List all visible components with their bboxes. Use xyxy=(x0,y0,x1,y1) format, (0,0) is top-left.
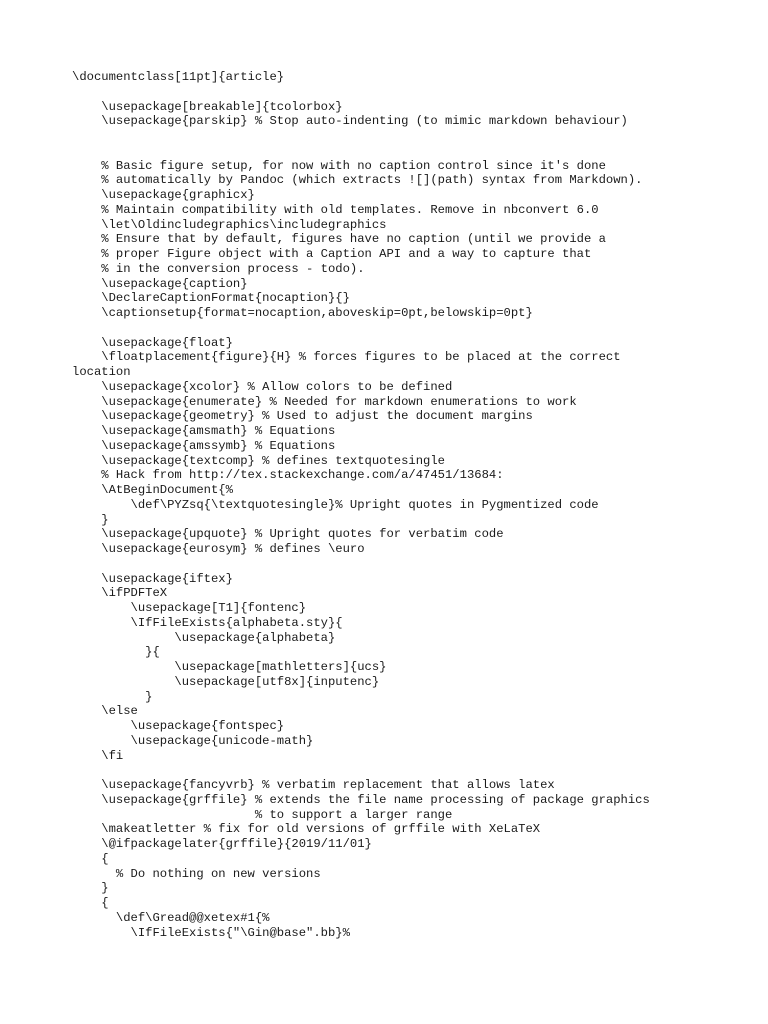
code-line xyxy=(72,557,650,572)
code-line: % in the conversion process - todo). xyxy=(72,261,365,276)
code-line: \IfFileExists{"\Gin@base".bb}% xyxy=(72,925,350,940)
code-line: { xyxy=(72,896,109,910)
code-line: % proper Figure object with a Caption API and a way to capture that xyxy=(72,247,592,261)
code-line xyxy=(72,85,650,100)
code-line: { xyxy=(72,851,109,866)
code-line: \usepackage{caption} xyxy=(72,276,248,291)
code-line: \def\PYZsq{\textquotesingle}% Upright quotes in Pygmentized code xyxy=(72,497,599,512)
code-line: \usepackage{float} xyxy=(72,335,233,350)
code-line: \usepackage{textcomp} % defines textquotesingle xyxy=(72,453,445,468)
code-line: \let\Oldincludegraphics\includegraphics xyxy=(72,217,387,232)
code-line: \usepackage{enumerate} % Needed for markdown enumerations to work xyxy=(72,394,577,409)
code-line: % Ensure that by default, figures have no caption (until we provide a xyxy=(72,232,606,247)
code-line: \usepackage{graphicx} xyxy=(72,188,255,202)
code-line: \else xyxy=(72,704,138,719)
code-line: % Do nothing on new versions xyxy=(72,866,321,881)
code-line: \floatplacement{figure}{H} % forces figures to be placed at the correct xyxy=(72,350,621,365)
code-line: \AtBeginDocument{% xyxy=(72,483,233,497)
code-line: \usepackage[breakable]{tcolorbox} xyxy=(72,99,343,114)
code-line: \usepackage[mathletters]{ucs} xyxy=(72,660,387,674)
code-line: \usepackage{amsmath} % Equations xyxy=(72,424,336,438)
code-line: % Hack from http://tex.stackexchange.com/a/47451/13684: xyxy=(72,468,504,483)
code-line: \makeatletter % fix for old versions of grffile with XeLaTeX xyxy=(72,822,541,837)
code-line: \usepackage{amssymb} % Equations xyxy=(72,438,336,453)
code-line: } xyxy=(72,881,109,896)
code-line xyxy=(72,144,650,159)
code-line: }{ xyxy=(72,645,160,660)
code-line: \usepackage{unicode-math} xyxy=(72,733,314,748)
code-line: \usepackage{geometry} % Used to adjust the document margins xyxy=(72,409,533,424)
code-line: % Maintain compatibility with old templates. Remove in nbconvert 6.0 xyxy=(72,202,599,217)
code-line: \@ifpackagelater{grffile}{2019/11/01} xyxy=(72,837,372,851)
code-line: \usepackage{upquote} % Upright quotes for verbatim code xyxy=(72,527,504,542)
code-line: \usepackage{eurosym} % defines \euro xyxy=(72,542,365,556)
code-line xyxy=(72,129,650,144)
code-line: \ifPDFTeX xyxy=(72,586,168,601)
code-line: \documentclass[11pt]{article} xyxy=(72,70,285,84)
code-line: \IfFileExists{alphabeta.sty}{ xyxy=(72,615,343,630)
code-line: \usepackage[T1]{fontenc} xyxy=(72,601,307,615)
code-line: \captionsetup{format=nocaption,aboveskip=0pt,belowskip=0pt} xyxy=(72,306,533,320)
code-line: % automatically by Pandoc (which extracts ![](path) syntax from Markdown). xyxy=(72,173,643,188)
code-line: } xyxy=(72,512,109,527)
code-line: % Basic figure setup, for now with no caption control since it's done xyxy=(72,158,606,173)
code-line: \def\Gread@@xetex#1{% xyxy=(72,910,270,925)
code-line: \usepackage{alphabeta} xyxy=(72,630,336,645)
code-line: \usepackage[utf8x]{inputenc} xyxy=(72,674,380,689)
code-line: \usepackage{iftex} xyxy=(72,571,233,586)
code-line: \fi xyxy=(72,748,124,763)
code-line xyxy=(72,321,650,336)
code-line: \usepackage{fontspec} xyxy=(72,719,285,733)
code-line: \usepackage{grffile} % extends the file name processing of package graphics xyxy=(72,792,650,807)
code-line: \DeclareCaptionFormat{nocaption}{} xyxy=(72,291,350,306)
code-line: } xyxy=(72,689,153,704)
code-line: location xyxy=(72,365,131,379)
code-line xyxy=(72,763,650,778)
code-line: \usepackage{parskip} % Stop auto-indenting (to mimic markdown behaviour) xyxy=(72,114,628,129)
code-line: \usepackage{xcolor} % Allow colors to be defined xyxy=(72,379,453,394)
latex-source-listing xyxy=(72,70,650,940)
code-line: \usepackage{fancyvrb} % verbatim replacement that allows latex xyxy=(72,778,555,792)
code-line: % to support a larger range xyxy=(72,807,453,822)
